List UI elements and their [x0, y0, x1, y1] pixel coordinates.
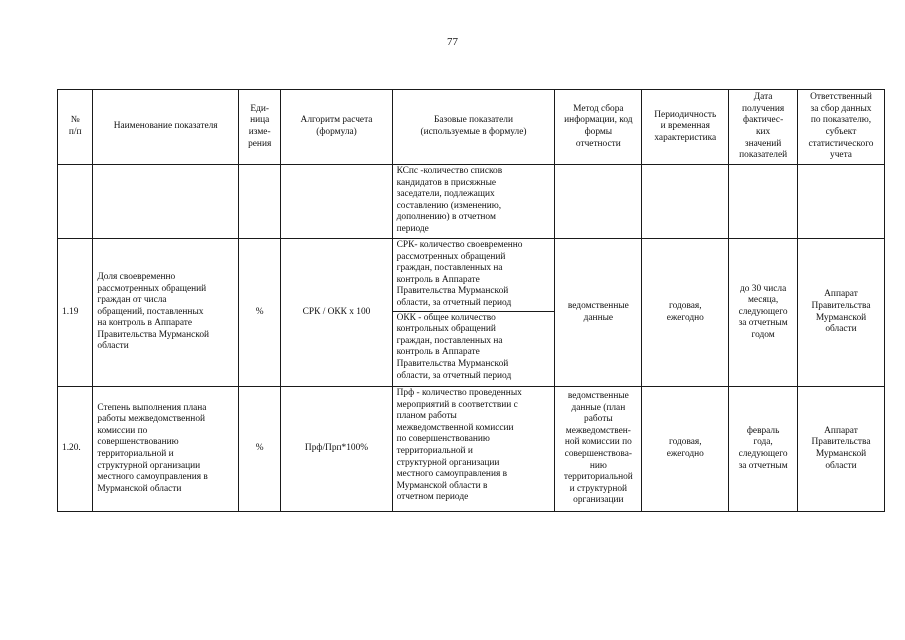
empty-cell [797, 165, 884, 239]
empty-cell [93, 165, 239, 239]
indicator-formula: СРК / ОКК х 100 [281, 239, 392, 387]
indicator-unit: % [238, 239, 280, 387]
indicator-name: Степень выполнения плана работы межведомственной комиссии по совершенствованию территориальной и структурной организации местного самоуправления в Мурманской области [93, 387, 239, 512]
base-indicators-cell [392, 239, 555, 387]
header-base: Базовые показатели (используемые в формуле) [392, 90, 555, 165]
header-unit: Еди- ница изме- рения [238, 90, 280, 165]
header-row [58, 90, 885, 165]
base-indicator-text: ОКК - общее количество контрольных обращений граждан, поставленных на контроль в Аппарате Правительства Мурманской области, за отчетный период [393, 311, 555, 384]
header-method: Метод сбора информации, код формы отчетности [555, 90, 642, 165]
row-number: 1.19 [58, 239, 93, 387]
indicator-name: Доля своевременно рассмотренных обращений граждан от числа обращений, поставленных на контроль в Аппарате Правительства Мурманской области [93, 239, 239, 387]
base-indicator-text: СРК- количество своевременно рассмотренных обращений граждан, поставленных на контроль в Аппарате Правительства Мурманской области, за отчетный период [396, 240, 523, 308]
empty-cell [642, 165, 729, 239]
table-row [58, 239, 885, 387]
periodicity: годовая, ежегодно [642, 239, 729, 387]
actual-values-date: февраль года, следующего за отчетным [729, 387, 798, 512]
table-row-continuation [58, 165, 885, 239]
header-period: Периодичность и временная характеристика [642, 90, 729, 165]
row-number: 1.20. [58, 387, 93, 512]
header-name: Наименование показателя [93, 90, 239, 165]
header-responsible: Ответственный за сбор данных по показателю, субъект статистического учета [797, 90, 884, 165]
empty-cell [729, 165, 798, 239]
periodicity: годовая, ежегодно [642, 387, 729, 512]
header-formula: Алгоритм расчета (формула) [281, 90, 392, 165]
table-row [58, 387, 885, 512]
base-indicator-text: Прф - количество проведенных мероприятий в соответствии с планом работы межведомственной комиссии по совершенствованию территориальной и структурной организации местного самоуправления в Мурманской области в отчетном периоде [392, 387, 555, 512]
base-indicator-text: КСпс -количество списков кандидатов в присяжные заседатели, подлежащих составлению (изменению, дополнению) в отчетном периоде [392, 165, 555, 239]
collection-method: ведомственные данные (план работы межведомствен- ной комиссии по совершенствова- нию территориальной и структурной организации [555, 387, 642, 512]
indicator-formula: Прф/Прп*100% [281, 387, 392, 512]
collection-method: ведомственные данные [555, 239, 642, 387]
header-num: № п/п [58, 90, 93, 165]
header-date: Дата получения фактичес- ких значений показателей [729, 90, 798, 165]
indicators-table [57, 89, 885, 512]
empty-cell [238, 165, 280, 239]
empty-cell [281, 165, 392, 239]
empty-cell [58, 165, 93, 239]
empty-cell [555, 165, 642, 239]
indicator-unit: % [238, 387, 280, 512]
responsible-party: Аппарат Правительства Мурманской области [797, 239, 884, 387]
page-number: 77 [447, 36, 458, 48]
actual-values-date: до 30 числа месяца, следующего за отчетным годом [729, 239, 798, 387]
responsible-party: Аппарат Правительства Мурманской области [797, 387, 884, 512]
